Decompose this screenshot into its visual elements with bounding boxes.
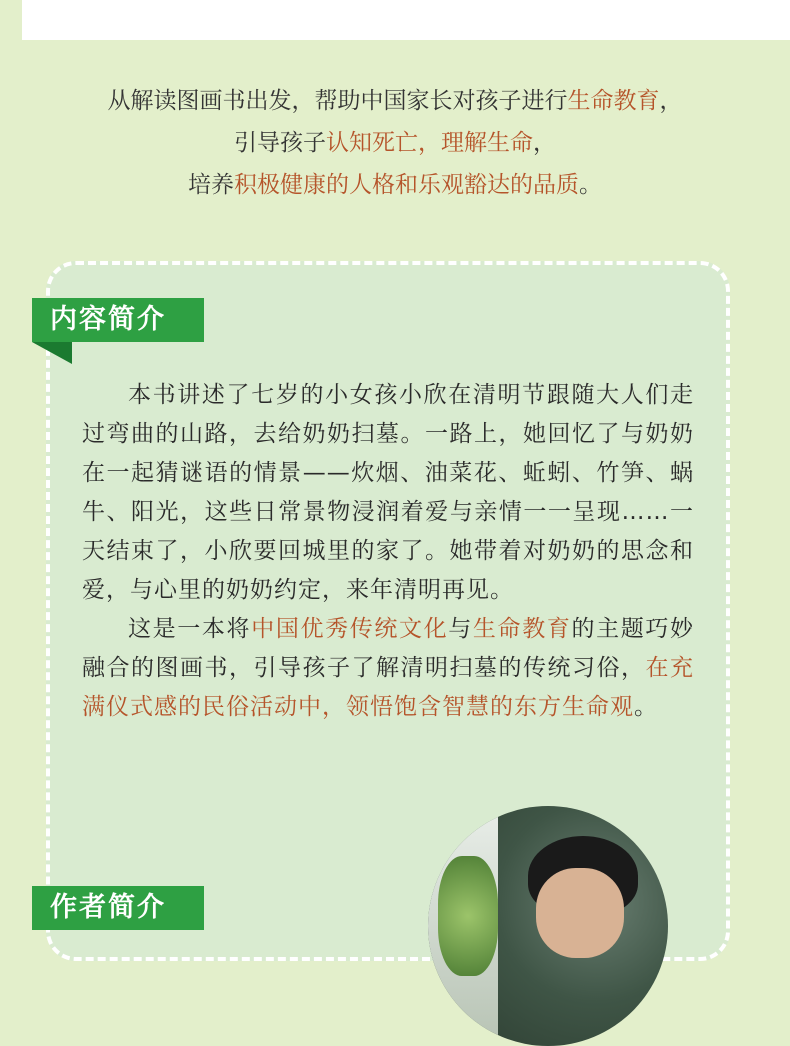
photo-face [536,868,624,958]
ribbon-tail [32,342,72,364]
summary-paragraph-1: 本书讲述了七岁的小女孩小欣在清明节跟随大人们走过弯曲的山路，去给奶奶扫墓。一路上，她回忆了与奶奶在一起猜谜语的情景——炊烟、油菜花、蚯蚓、竹笋、蜗牛、阳光，这些日常景物浸润着爱与亲情一一呈现……一天结束了，小欣要回城里的家了。她带着对奶奶的思念和爱，与心里的奶奶约定，来年清明再见。 [82,382,694,603]
content-summary-text [82,376,694,727]
intro-line-2: 引导孩子认知死亡，理解生命， [234,130,556,156]
intro-line-3: 培养积极健康的人格和乐观豁达的品质。 [188,172,602,198]
intro-line-1: 从解读图画书出发，帮助中国家长对孩子进行生命教育， [107,88,683,114]
photo-plant [438,856,498,976]
top-white-banner [22,0,790,40]
intro-block [0,80,790,206]
author-photo [428,806,668,1046]
section-title-author: 作者简介 [32,886,204,930]
section-title-content-summary: 内容简介 [32,298,204,342]
summary-paragraph-2: 这是一本将中国优秀传统文化与生命教育的主题巧妙融合的图画书，引导孩子了解清明扫墓的传统习俗，在充满仪式感的民俗活动中，领悟饱含智慧的东方生命观。 [82,616,695,720]
